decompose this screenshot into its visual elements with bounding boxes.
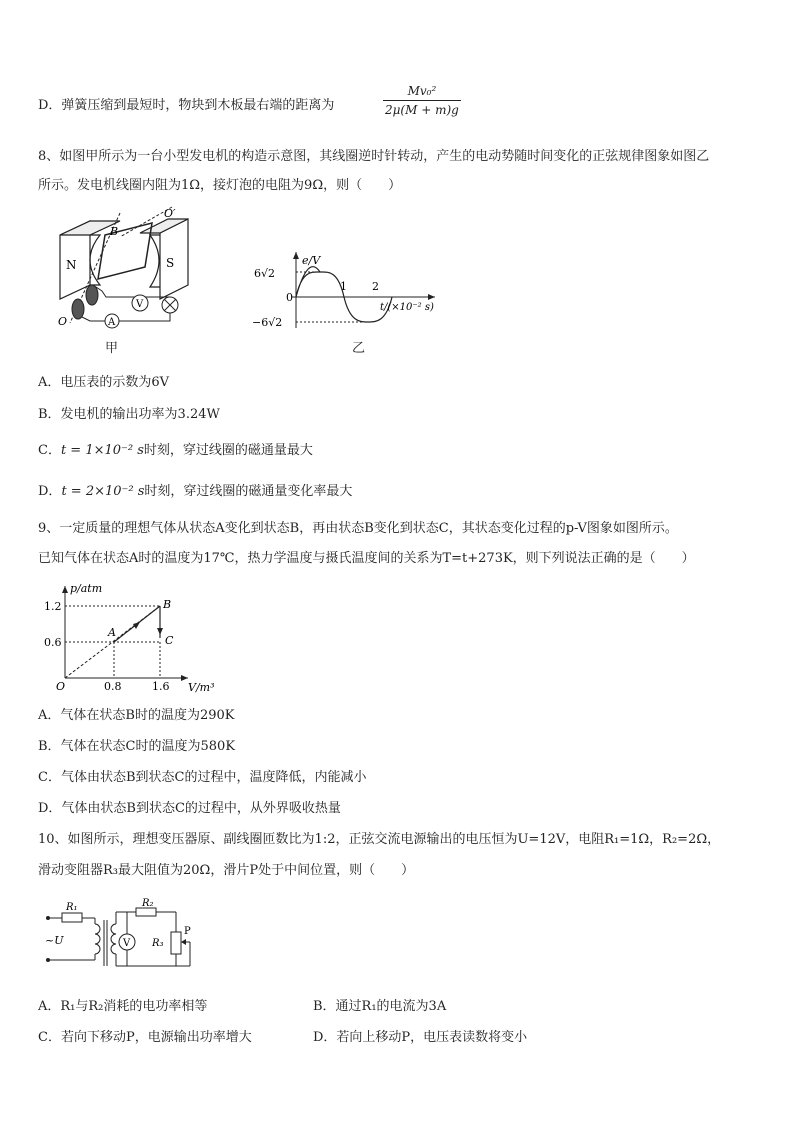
pv-x-tick-2: 1.6 [152, 680, 170, 693]
point-b-label: B [163, 598, 172, 611]
pv-graph [40, 580, 230, 695]
q9-stem-line2: 已知气体在状态A时的温度为17℃，热力学温度与摄氏温度间的关系为T=t+273K，则下列说法正确的是（ ） [38, 551, 695, 566]
label-n: N [66, 258, 77, 272]
pv-x-label: V/m³ [188, 681, 215, 694]
voltmeter-label: V [136, 299, 144, 310]
label-b: B [110, 225, 119, 238]
pv-y-tick-low: 0.6 [44, 636, 62, 649]
q9-option-a: A．气体在状态B时的温度为290K [38, 708, 235, 723]
q10-option-b: B．通过R₁的电流为3A [313, 999, 447, 1014]
circuit-voltmeter-label: V [123, 938, 131, 949]
x-tick-1: 1 [340, 280, 347, 293]
q8-option-d-prefix: D． [38, 484, 62, 499]
label-s: S [166, 256, 175, 270]
q9-option-b: B．气体在状态C时的温度为580K [38, 739, 236, 754]
q8-stem-line1: 8、如图甲所示为一台小型发电机的构造示意图，其线圈逆时针转动，产生的电动势随时间变化的正弦规律图象如图乙 [38, 149, 710, 164]
pv-y-tick-high: 1.2 [44, 600, 62, 613]
q8-option-a: A．电压表的示数为6V [38, 375, 170, 390]
q8-option-c-prefix: C． [38, 443, 61, 458]
y-axis-label: e/V [302, 254, 321, 267]
fraction-denominator: 2μ(M + m)g [385, 103, 459, 117]
pv-y-label: p/atm [70, 582, 103, 595]
q8-option-d [38, 483, 352, 501]
q9-option-d: D．气体由状态B到状态C的过程中，从外界吸收热量 [38, 801, 341, 816]
q8-option-d-math: t = 2×10⁻² s [61, 484, 145, 499]
label-o: O [58, 315, 68, 328]
q7-option-d-fraction [383, 84, 461, 117]
y-min-label: −6√2 [252, 316, 283, 329]
pv-origin: O [56, 680, 66, 693]
label-o-prime: O′ [164, 207, 176, 220]
q10-option-d: D．若向上移动P，电压表读数将变小 [313, 1030, 528, 1045]
q10-stem-line1: 10、如图所示，理想变压器原、副线圈匝数比为1:2，正弦交流电源输出的电压恒为U=12V，电阻R₁=1Ω，R₂=2Ω， [38, 832, 721, 847]
q8-option-c-text: 时刻，穿过线圈的磁通量最大 [143, 443, 313, 458]
q10-option-a: A．R₁与R₂消耗的电功率相等 [38, 999, 208, 1014]
y-max-label: 6√2 [254, 267, 276, 280]
generator-diagram [50, 205, 200, 330]
point-a-label: A [108, 626, 116, 639]
transformer-circuit [40, 898, 200, 973]
q10-stem-line2: 滑动变阻器R₃最大阻值为20Ω，滑片P处于中间位置，则（ ） [38, 863, 415, 878]
q8-stem-line2: 所示。发电机线圈内阻为1Ω，接灯泡的电阻为9Ω，则（ ） [38, 178, 402, 193]
point-c-label: C [165, 634, 174, 647]
ammeter-label: A [108, 317, 116, 328]
q10-option-c: C．若向下移动P，电源输出功率增大 [38, 1030, 252, 1045]
label-r1: R₁ [66, 902, 78, 913]
label-r2: R₂ [142, 898, 154, 909]
fraction-numerator: Mv₀² [407, 84, 437, 98]
q8-option-d-text: 时刻，穿过线圈的磁通量变化率最大 [144, 484, 353, 499]
fraction-bar [383, 100, 461, 101]
emf-sine-graph [250, 250, 450, 330]
x-axis-label: t/(×10⁻² s) [380, 302, 434, 313]
origin-label: 0 [286, 291, 293, 304]
pv-x-tick-1: 0.8 [104, 680, 122, 693]
label-source-u: ~U [45, 934, 64, 947]
label-r3: R₃ [152, 938, 164, 949]
q8-option-b: B．发电机的输出功率为3.24W [38, 407, 220, 422]
q8-option-c [38, 442, 313, 460]
q9-stem-line1: 9、一定质量的理想气体从状态A变化到状态B，再由状态B变化到状态C，其状态变化过程的p-V图象如图所示。 [38, 521, 678, 536]
q9-option-c: C．气体由状态B到状态C的过程中，温度降低，内能减小 [38, 770, 367, 785]
label-p: P [184, 926, 191, 937]
q8-option-c-math: t = 1×10⁻² s [60, 443, 144, 458]
figure-jia-caption: 甲 [105, 341, 119, 356]
figure-yi-caption: 乙 [352, 341, 366, 356]
x-tick-2: 2 [372, 280, 379, 293]
q7-option-d: D．弹簧压缩到最短时，物块到木板最右端的距离为 [38, 98, 335, 113]
